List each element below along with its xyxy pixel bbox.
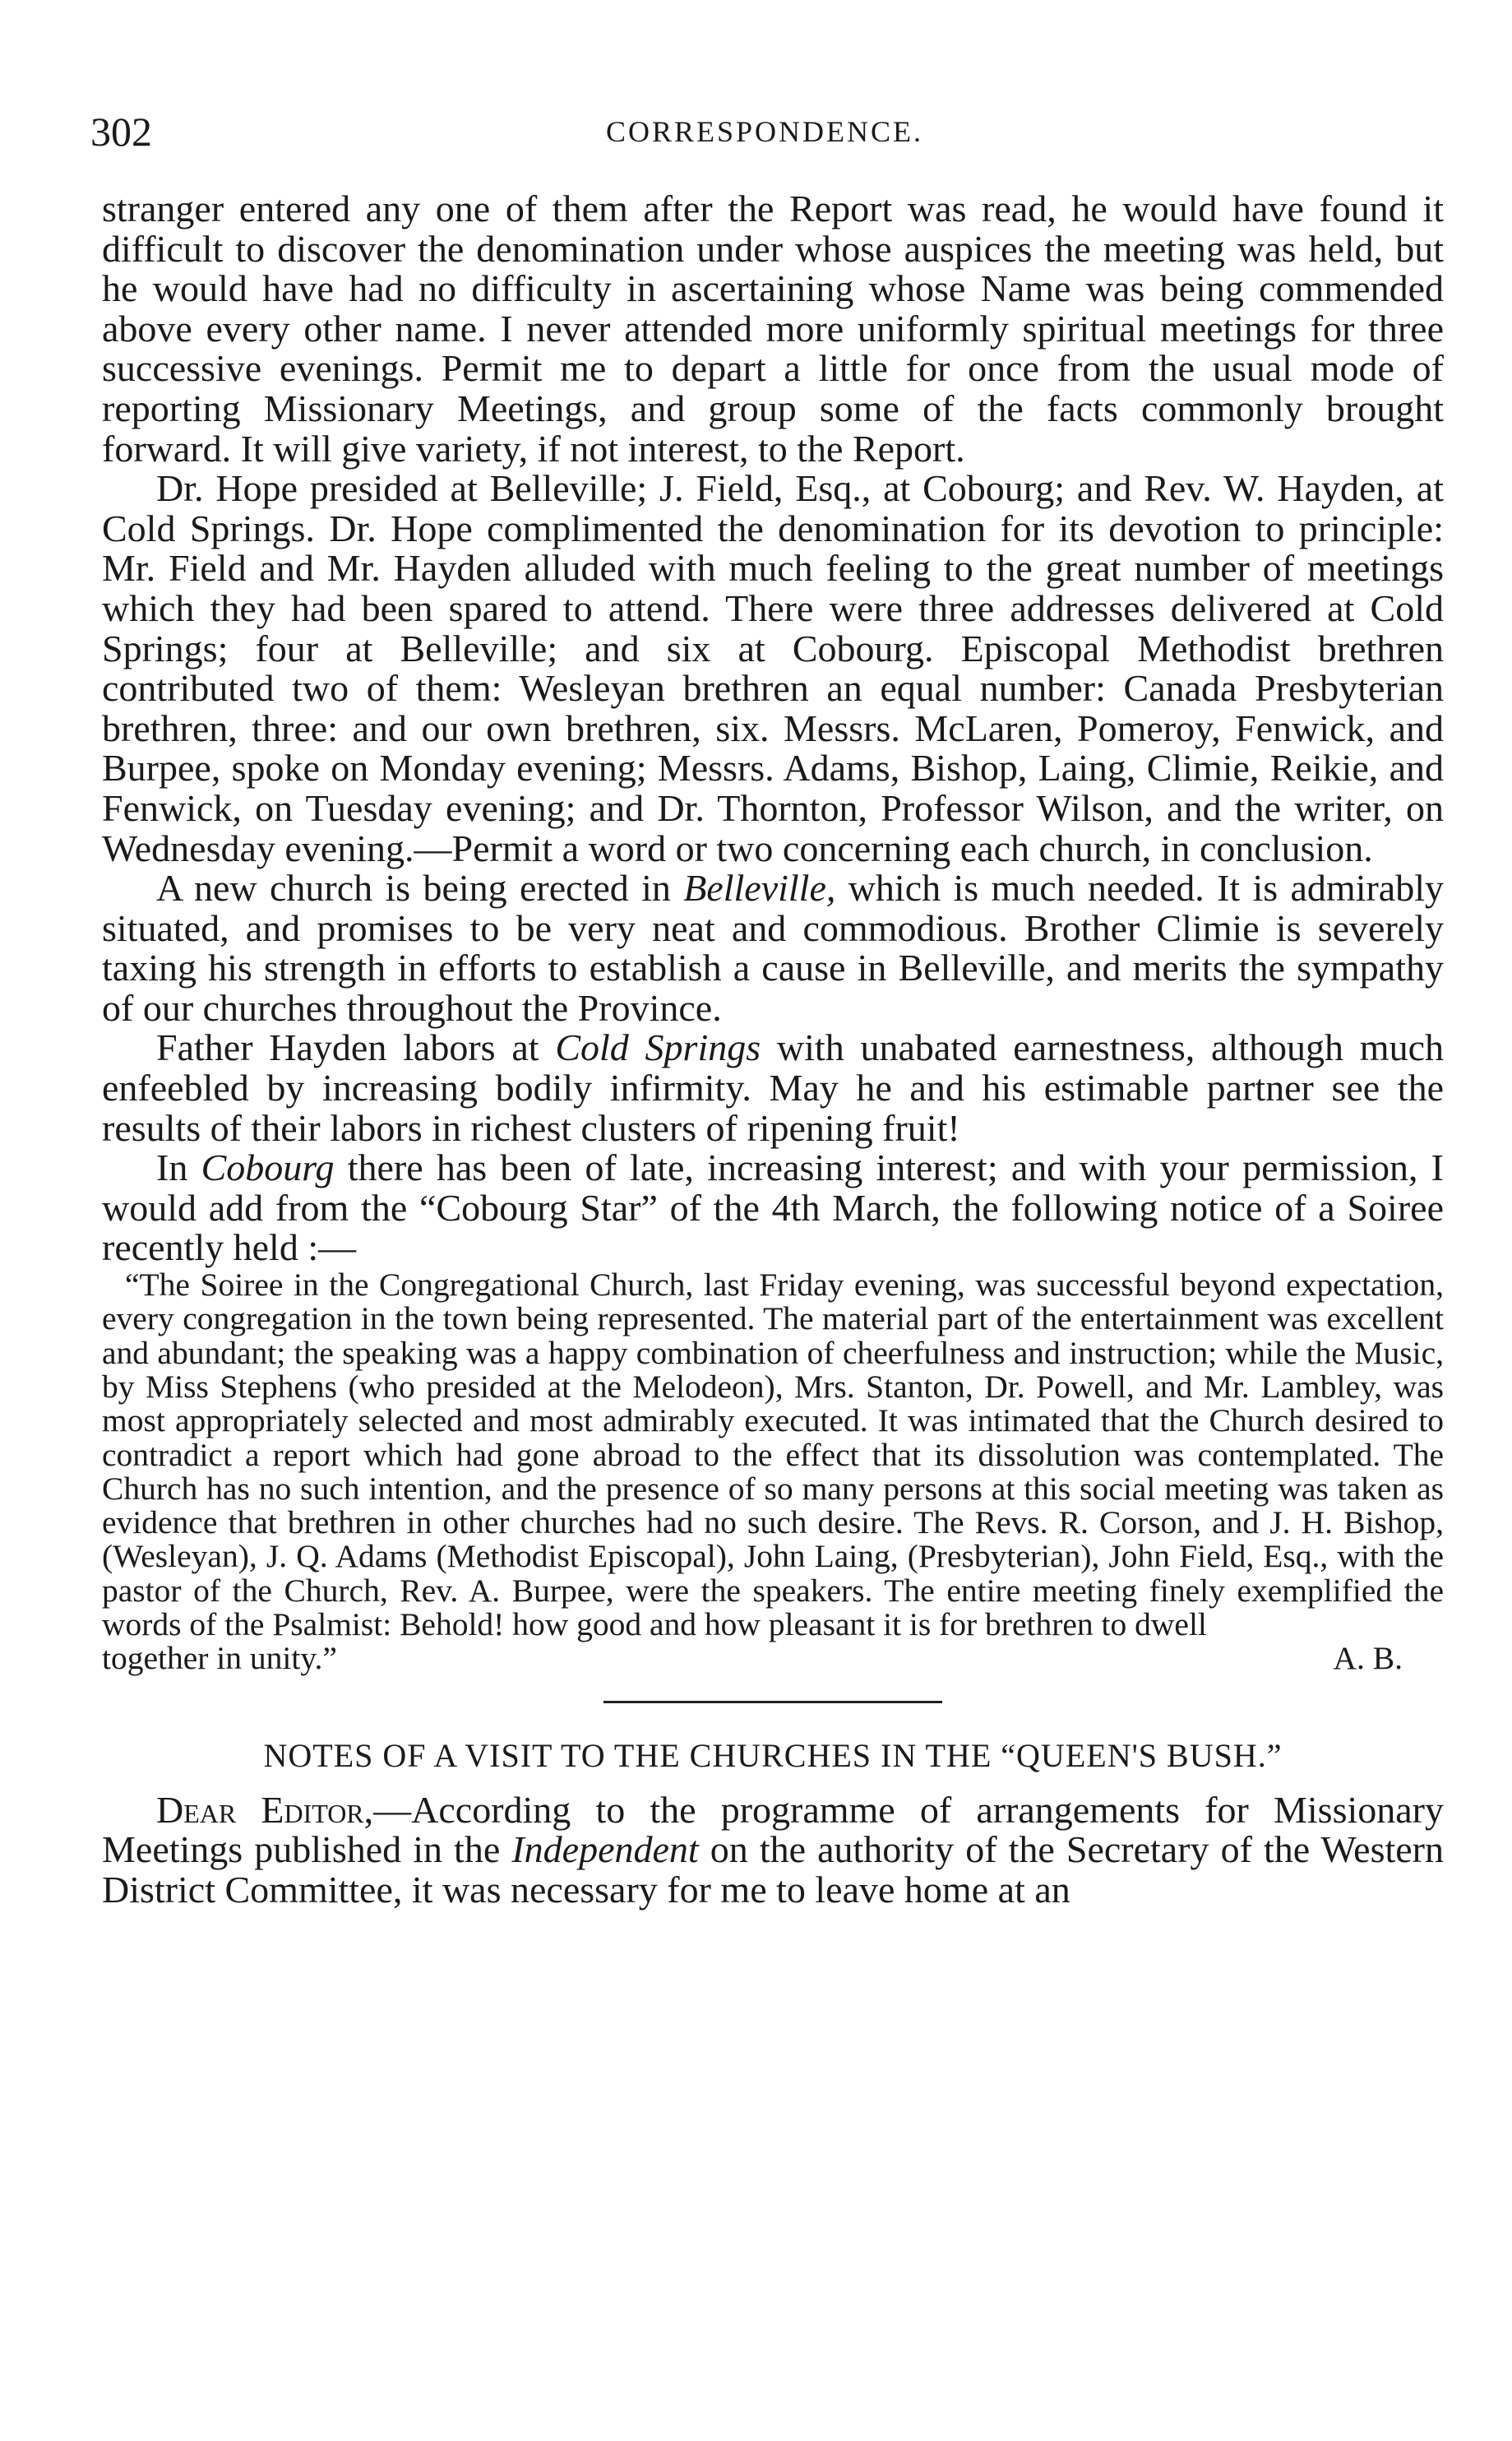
- article-body: [102, 189, 1444, 1910]
- paragraph-continued: [102, 189, 1444, 469]
- paragraph-belleville: [102, 868, 1444, 1028]
- paragraph-text: which is much needed. It is admirably situated, and promises to be very neat and commodious. Brother Climie is severely taxing his strength in efforts to establish a cause in Belleville, and merits the sympathy of our churches throughout the Province.: [102, 867, 1444, 1029]
- paragraph-cold-springs: [102, 1028, 1444, 1148]
- salutation: Dear Editor,: [156, 1788, 374, 1831]
- section-heading: NOTES OF A VISIT TO THE CHURCHES IN THE “QUEEN'S BUSH.”: [263, 1736, 1283, 1774]
- quote-ending: [102, 1642, 1444, 1675]
- place-name: Cold Springs: [555, 1026, 761, 1069]
- paragraph-text: there has been of late, increasing interest; and with your permission, I would add from the “Cobourg Star” of the 4th March, the following notice of a Soiree recently held :—: [102, 1146, 1444, 1269]
- running-head: [90, 107, 1439, 156]
- block-quote: “The Soiree in the Congregational Church, last Friday evening, was successful beyond expectation, every congregation in the town being represented. The material part of the entertainment was excellent and abundant; the speaking was a happy combination of cheerfulness and instruction; while the Music, by Miss Stephens (who presided at the Melodeon), Mrs. Stanton, Dr. Powell, and Mr. Lambley, was most appropriately selected and most admirably executed. It was intimated that the Church desired to contradict a report which had gone abroad to the effect that its dissolution was contemplated. The Church has no such intention, and the presence of so many persons at this social meeting was taken as evidence that brethren in other churches had no such desire. The Revs. R. Corson, and J. H. Bishop, (Wesleyan), J. Q. Adams (Methodist Episcopal), John Laing, (Presbyterian), John Field, Esq., with the pastor of the Church, Rev. A. Burpee, were the speakers. The entire meeting finely exemplified the words of the Psalmist: Behold! how good and how pleasant it is for brethren to dwell: [102, 1267, 1444, 1642]
- paragraph-letter-opening: [102, 1790, 1444, 1911]
- place-name: Belleville,: [683, 867, 836, 910]
- journal-name: Independent: [511, 1828, 699, 1871]
- paragraph-text: Father Hayden labors at: [156, 1026, 556, 1069]
- paragraph-chairmen: Dr. Hope presided at Belleville; J. Field, Esq., at Cobourg; and Rev. W. Hayden, at Cold Springs. Dr. Hope complimented the denomination for its devotion to principle: Mr. Field and Mr. Hayden alluded with much feeling to the great number of meetings which they had been spared to attend. There were three addresses delivered at Cold Springs; four at Belleville; and six at Cobourg. Episcopal Methodist brethren contributed two of them: Wesleyan brethren an equal number: Canada Presbyterian brethren, three: and our own brethren, six. Messrs. McLaren, Pomeroy, Fenwick, and Burpee, spoke on Monday evening; Messrs. Adams, Bishop, Laing, Climie, Reikie, and Fenwick, on Tuesday evening; and Dr. Thornton, Professor Wilson, and the writer, on Wednesday evening.—Permit a word or two concerning each church, in conclusion.: [102, 467, 1444, 869]
- paragraph-text: with unabated earnestness, although much enfeebled by increasing bodily infirmity. May he and his estimable partner see the results of their labors in richest clusters of ripening fruit!: [102, 1026, 1444, 1149]
- quote-last-line: together in unity.”: [102, 1640, 337, 1677]
- paragraph-text: stranger entered any one of them after the Report was read, he would have found it difficult to discover the denomination under whose auspices the meeting was held, but he would have had no difficulty in ascertaining whose Name was being commended above every other name. I never attended more uniformly spiritual meetings for three successive evenings. Permit me to depart a little for once from the usual mode of reporting Missionary Meetings, and group some of the facts commonly brought forward. It will give variety, if not interest, to the Report.: [102, 188, 1444, 470]
- paragraph-text: A new church is being erected in: [156, 867, 684, 910]
- paragraph-cobourg: [102, 1148, 1444, 1268]
- paragraph-text: —According to the programme of arrangements for Missionary Meetings published in the: [102, 1788, 1444, 1871]
- place-name: Cobourg: [201, 1146, 335, 1189]
- paragraph-text: In: [156, 1146, 201, 1189]
- paragraph-text: on the authority of the Secretary of the Western District Committee, it was necessary for me to leave home at an: [102, 1828, 1444, 1911]
- signature: A. B.: [1333, 1640, 1403, 1677]
- section-divider: [603, 1701, 942, 1703]
- page-number: 302: [90, 109, 152, 155]
- running-title: CORRESPONDENCE.: [605, 115, 924, 148]
